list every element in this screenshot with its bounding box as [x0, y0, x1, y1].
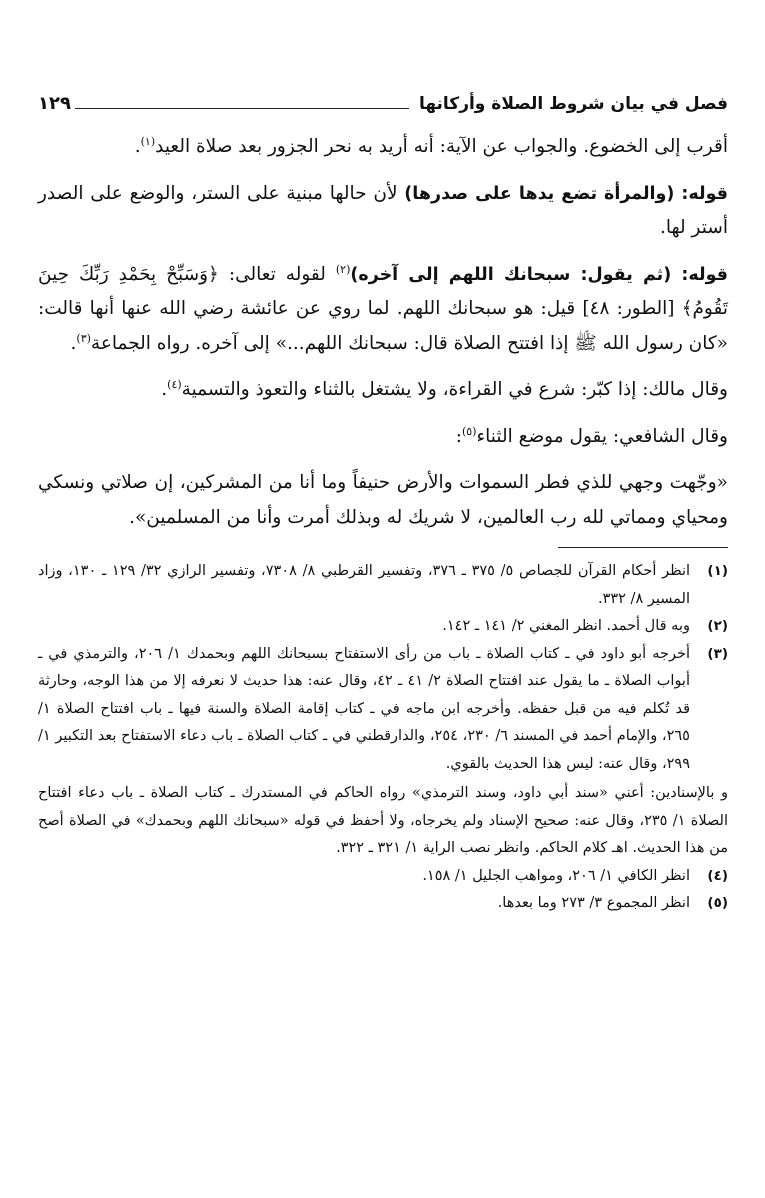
punctuation: .	[70, 332, 77, 354]
paragraph-text: أقرب إلى الخضوع. والجواب عن الآية: أنه أريد به نحر الجزور بعد صلاة العيد	[155, 136, 728, 157]
footnote-number: (٤)	[707, 867, 728, 884]
commentary-lemma: قوله: (ثم يقول: سبحانك اللهم إلى آخره)	[350, 264, 728, 285]
footnote-1	[38, 558, 728, 613]
footnote-ref[interactable]: (١)	[140, 134, 156, 148]
paragraph-3	[38, 258, 728, 362]
footnote-text: انظر أحكام القرآن للجصاص ٥/ ٣٧٥ ـ ٣٧٦، وتفسير القرطبي ٨/ ٧٣٠٨، وتفسير الرازي ٣٢/ ١٢٩ ـ ١٣٠، وزاد المسير ٨/ ٣٣٢.	[38, 563, 691, 607]
running-title: فصل في بيان شروط الصلاة وأركانها	[418, 94, 728, 114]
footnote-number: (٣)	[707, 645, 728, 662]
footnote-text: انظر المجموع ٣/ ٢٧٣ وما بعدها.	[497, 895, 690, 911]
footnote-separator	[558, 547, 728, 548]
footnote-text: أخرجه أبو داود في ـ كتاب الصلاة ـ باب من رأى الاستفتاح بسبحانك اللهم وبحمدك ١/ ٢٠٦، والترمذي في ـ أبواب الصلاة ـ ما يقول عند افتتاح الصلاة ٢/ ٤١ ـ ٤٢، وقال عنه: هذا حديث لا نعرفه إلا من هذا الوجه، وحارثة قد تُكلم فيه من قبل حفظه. وأخرجه ابن ماجه في ـ كتاب إقامة الصلاة والسنة فيها ـ باب افتتاح الصلاة ١/ ٢٦٥، والإمام أحمد في المسند ٦/ ٢٣٠، ٢٥٤، والدارقطني في ـ كتاب الصلاة ـ باب دعاء الاستفتاح بعد التكبير ١/ ٢٩٩، وقال عنه: ليس هذا الحديث بالقوي.	[38, 645, 690, 772]
footnote-5	[38, 890, 728, 918]
paragraph-text: لقوله تعالى: ﴿وَسَبِّحْ بِحَمْدِ رَبِّكَ حِينَ تَقُومُ﴾ [الطور: ٤٨] قيل: هو سبحانك اللهم. لما روي عن عائشة رضي الله عنها أنها قالت: «كان رسول الله ﷺ إذا افتتح الصلاة قال: سبحانك اللهم...» إلى آخره. رواه الجماعة	[38, 263, 728, 354]
book-page	[38, 88, 728, 918]
header-rule	[75, 108, 409, 109]
footnote-number: (١)	[707, 563, 728, 579]
punctuation: .	[161, 379, 168, 400]
footnote-ref[interactable]: (٤)	[167, 377, 182, 391]
footnote-ref[interactable]: (٢)	[335, 262, 351, 276]
footnote-ref[interactable]: (٣)	[76, 331, 91, 345]
paragraph-4	[38, 373, 728, 408]
paragraph-text: لأن حالها مبنية على الستر، والوضع على الصدر أستر لها.	[38, 182, 728, 238]
quoted-supplication: «وجّهت وجهي للذي فطر السموات والأرض حنيفاً وما أنا من المشركين، إن صلاتي ونسكي ومحياي ومماتي لله رب العالمين، لا شريك له وبذلك أمرت وأنا من المسلمين».	[38, 472, 728, 528]
punctuation: :	[455, 425, 462, 447]
main-text	[38, 130, 728, 535]
footnote-text: انظر الكافي ١/ ٢٠٦، ومواهب الجليل ١/ ١٥٨.	[422, 867, 690, 884]
paragraph-2	[38, 177, 728, 246]
commentary-lemma: قوله: (والمرأة تضع يدها على صدرها)	[404, 183, 728, 204]
page-header	[38, 88, 728, 114]
paragraph-6	[38, 466, 728, 535]
paragraph-text: وقال الشافعي: يقول موضع الثناء	[476, 425, 728, 447]
footnote-4	[38, 863, 728, 891]
footnotes	[38, 558, 728, 918]
punctuation: .	[134, 136, 141, 157]
footnote-3-continuation: و بالإسنادين: أعني «سند أبي داود، وسند الترمذي» رواه الحاكم في المستدرك ـ كتاب الصلاة ـ باب دعاء افتتاح الصلاة ١/ ٢٣٥، وقال عنه: صحيح الإسناد ولم يخرجاه، ولا أحفظ في قوله «سبحانك اللهم وبحمدك» في الصلاة أصح من هذا الحديث. اهـ كلام الحاكم. وانظر نصب الراية ١/ ٣٢١ ـ ٣٢٢.	[38, 785, 728, 856]
paragraph-text: وقال مالك: إذا كبّر: شرع في القراءة، ولا يشتغل بالثناء والتعوذ والتسمية	[181, 379, 728, 400]
footnote-ref[interactable]: (٥)	[461, 424, 477, 438]
paragraph-5	[38, 420, 728, 455]
footnote-text: وبه قال أحمد. انظر المغني ٢/ ١٤١ ـ ١٤٢.	[442, 618, 690, 634]
footnote-number: (٥)	[707, 895, 728, 911]
footnote-2	[38, 613, 728, 641]
footnote-number: (٢)	[707, 618, 728, 634]
footnote-3	[38, 641, 728, 779]
page-number: ١٢٩	[38, 93, 71, 114]
paragraph-1	[38, 130, 728, 165]
